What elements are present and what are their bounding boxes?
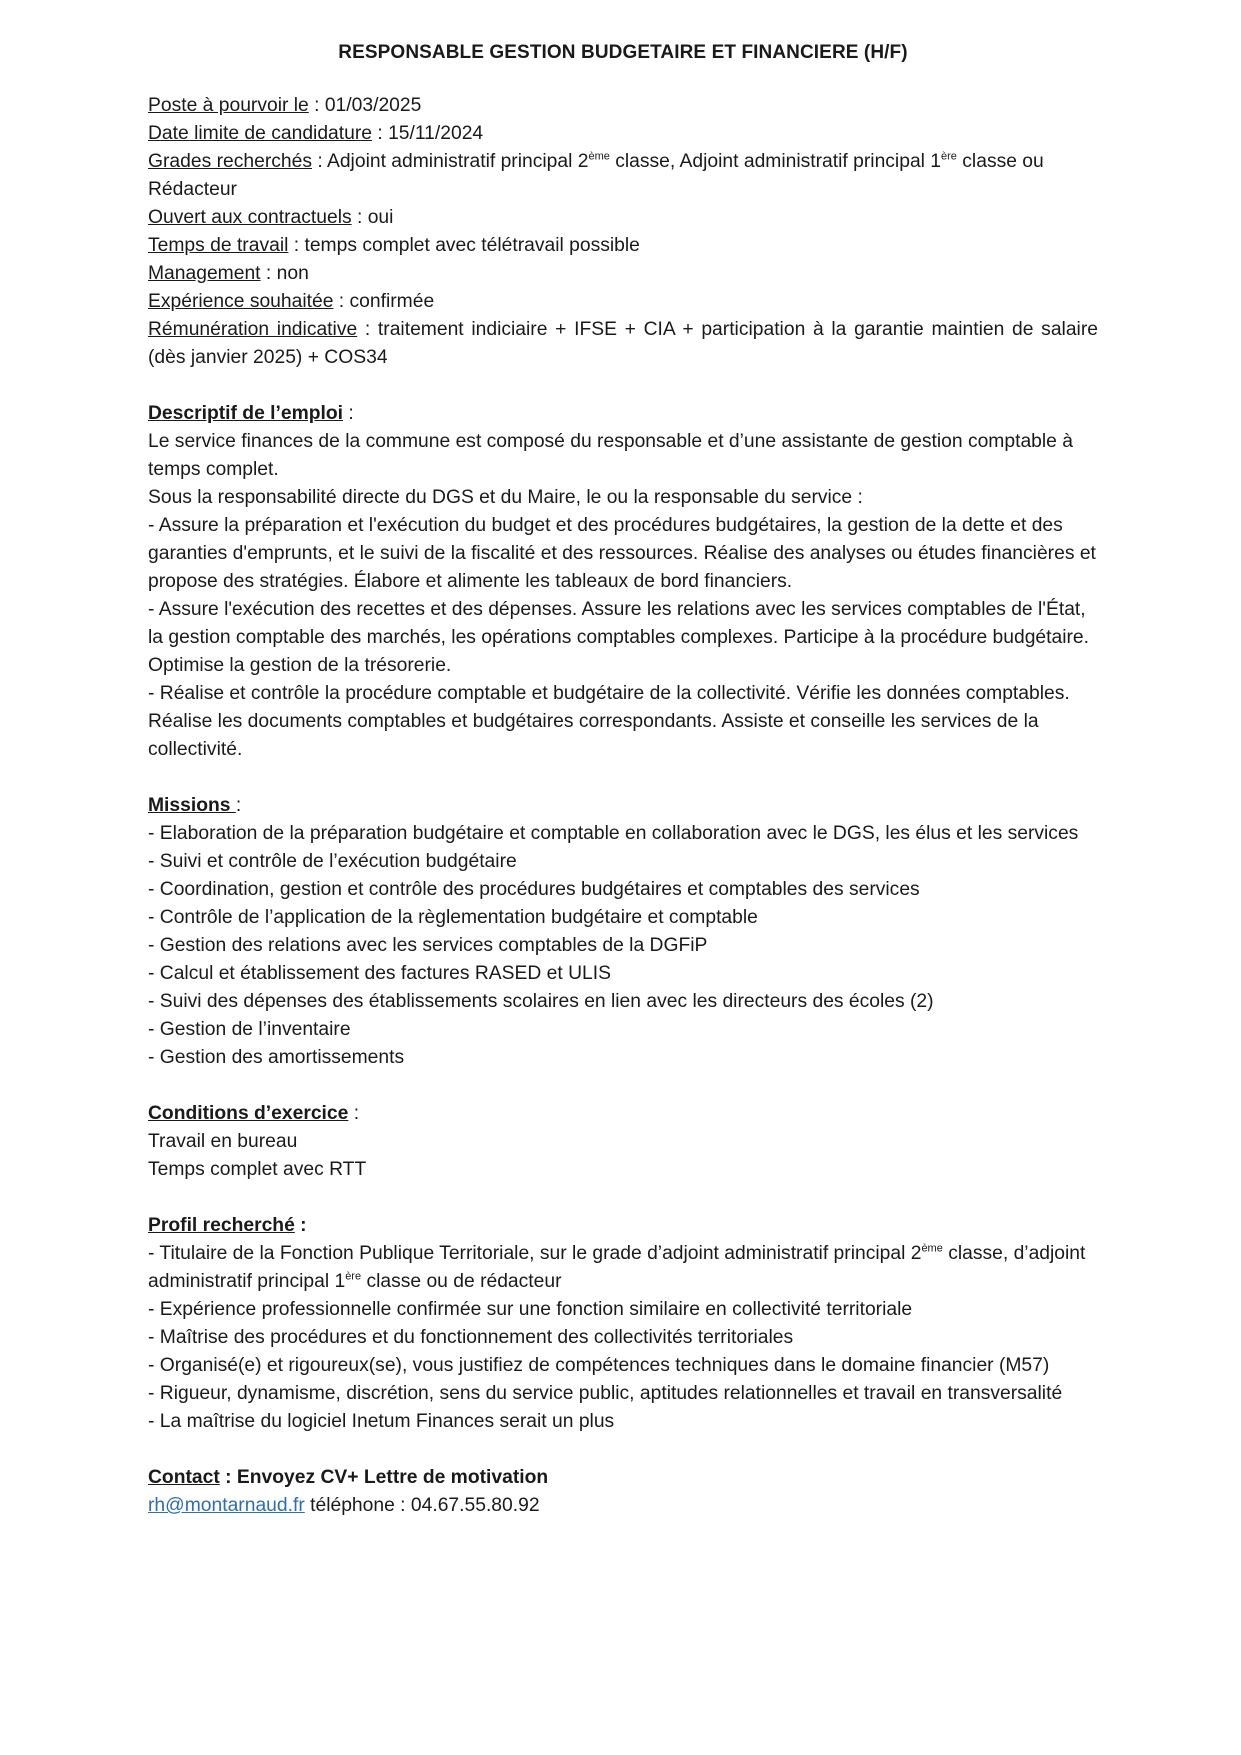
contact-line: [148, 1492, 1098, 1520]
descriptif-heading: [148, 400, 1098, 428]
descriptif-line: - Réalise et contrôle la procédure comptable et budgétaire de la collectivité. Vérifie les données comptables. Réalise les documents comptables et budgétaires correspondants. Assiste et conseille les services de la collectivité.: [148, 683, 1070, 760]
profil-item: - Maîtrise des procédures et du fonctionnement des collectivités territoriales: [148, 1327, 794, 1348]
info-experience: [148, 288, 1098, 316]
descriptif-line: Le service finances de la commune est composé du responsable et d’une assistante de gestion comptable à temps complet.: [148, 431, 1073, 480]
profil-heading-label: Profil recherché: [148, 1215, 295, 1236]
contact-heading: [148, 1464, 1098, 1492]
info-temps-label: Temps de travail: [148, 235, 289, 256]
info-temps-value: : temps complet avec télétravail possible: [288, 235, 640, 256]
info-grades-sup-a: ème: [588, 150, 610, 163]
section-descriptif: [148, 400, 1098, 764]
mission-item: - Elaboration de la préparation budgétaire et comptable en collaboration avec le DGS, les élus et les services: [148, 823, 1079, 844]
descriptif-line: - Assure l'exécution des recettes et des dépenses. Assure les relations avec les services comptables de l'État, la gestion comptable des marchés, les opérations comptables complexes. Participe à la procédure budgétaire. Optimise la gestion de la trésorerie.: [148, 599, 1090, 676]
mission-item: - Contrôle de l’application de la règlementation budgétaire et comptable: [148, 907, 758, 928]
info-grades-sup-b: ère: [941, 150, 957, 163]
profil-item: - Rigueur, dynamisme, discrétion, sens du service public, aptitudes relationnelles et travail en transversalité: [148, 1383, 1063, 1404]
info-grades-value-c: classe ou Rédacteur: [148, 151, 1044, 200]
conditions-heading-suffix: :: [348, 1103, 360, 1124]
info-grades-value-a: : Adjoint administratif principal 2: [311, 151, 589, 172]
profil-heading: [148, 1212, 1098, 1240]
page-title: RESPONSABLE GESTION BUDGETAIRE ET FINANCIERE (H/F): [338, 42, 908, 63]
conditions-heading-label: Conditions d’exercice: [148, 1103, 349, 1124]
contact-heading-label: Contact: [148, 1467, 220, 1488]
profil-item: - La maîtrise du logiciel Inetum Finances serait un plus: [148, 1411, 615, 1432]
info-date-label: Date limite de candidature: [148, 123, 373, 144]
profil-item1-a: - Titulaire de la Fonction Publique Territoriale, sur le grade d’adjoint administratif principal 2: [148, 1243, 922, 1264]
info-temps: [148, 232, 1098, 260]
info-remuneration: [148, 316, 1098, 372]
profil-heading-suffix: :: [294, 1215, 307, 1236]
profil-item: - Organisé(e) et rigoureux(se), vous justifiez de compétences techniques dans le domaine financier (M57): [148, 1355, 1050, 1376]
contact-phone: téléphone : 04.67.55.80.92: [304, 1495, 540, 1516]
section-profil: [148, 1212, 1098, 1436]
section-conditions: [148, 1100, 1098, 1184]
info-grades: [148, 148, 1098, 204]
conditions-heading: [148, 1100, 1098, 1128]
info-management-label: Management: [148, 263, 261, 284]
mission-item: - Suivi et contrôle de l’exécution budgétaire: [148, 851, 517, 872]
profil-item1-c: classe ou de rédacteur: [361, 1271, 562, 1292]
info-date-value: : 15/11/2024: [372, 123, 484, 144]
mission-item: - Gestion des relations avec les services comptables de la DGFiP: [148, 935, 708, 956]
contact-email-link[interactable]: rh@montarnaud.fr: [148, 1495, 305, 1516]
section-contact: [148, 1464, 1098, 1520]
descriptif-heading-label: Descriptif de l’emploi: [148, 403, 343, 424]
descriptif-heading-suffix: :: [343, 403, 354, 424]
info-contractuels-value: : oui: [351, 207, 394, 228]
mission-item: - Suivi des dépenses des établissements scolaires en lien avec les directeurs des écoles (2): [148, 991, 934, 1012]
info-grades-label: Grades recherchés: [148, 151, 312, 172]
mission-item: - Coordination, gestion et contrôle des procédures budgétaires et comptables des services: [148, 879, 920, 900]
info-grades-value-b: classe, Adjoint administratif principal 1: [609, 151, 942, 172]
info-poste-value: : 01/03/2025: [308, 95, 422, 116]
job-info: [148, 92, 1098, 372]
info-management: [148, 260, 1098, 288]
profil-item1-sup-a: ème: [921, 1242, 943, 1255]
missions-heading-suffix: :: [235, 795, 242, 816]
profil-item: - Expérience professionnelle confirmée sur une fonction similaire en collectivité territoriale: [148, 1299, 913, 1320]
info-experience-label: Expérience souhaitée: [148, 291, 334, 312]
info-poste-label: Poste à pourvoir le: [148, 95, 309, 116]
descriptif-line: Sous la responsabilité directe du DGS et du Maire, le ou la responsable du service :: [148, 487, 863, 508]
info-contractuels-label: Ouvert aux contractuels: [148, 207, 352, 228]
condition-item: Travail en bureau: [148, 1131, 298, 1152]
missions-heading-label: Missions: [148, 795, 236, 816]
profil-item1-sup-b: ère: [345, 1270, 362, 1283]
info-management-value: : non: [260, 263, 309, 284]
condition-item: Temps complet avec RTT: [148, 1159, 367, 1180]
info-poste: [148, 92, 1098, 120]
mission-item: - Gestion des amortissements: [148, 1047, 405, 1068]
info-date: [148, 120, 1098, 148]
info-remuneration-value: : traitement indiciaire + IFSE + CIA + participation à la garantie maintien de salaire (dès janvier 2025) + COS34: [148, 319, 1098, 368]
info-remuneration-label: Rémunération indicative: [148, 319, 358, 340]
mission-item: - Calcul et établissement des factures RASED et ULIS: [148, 963, 611, 984]
info-experience-value: : confirmée: [333, 291, 435, 312]
mission-item: - Gestion de l’inventaire: [148, 1019, 351, 1040]
contact-heading-suffix: : Envoyez CV+ Lettre de motivation: [219, 1467, 549, 1488]
missions-heading: [148, 792, 1098, 820]
profil-item1-b: classe, d’adjoint administratif principal 1: [148, 1243, 1086, 1292]
section-missions: [148, 792, 1098, 1072]
descriptif-line: - Assure la préparation et l'exécution du budget et des procédures budgétaires, la gestion de la dette et des garanties d'emprunts, et le suivi de la fiscalité et des ressources. Réalise des analyses ou études financières et propose des stratégies. Élabore et alimente les tableaux de bord financiers.: [148, 515, 1096, 592]
profil-item: [148, 1240, 1098, 1296]
info-contractuels: [148, 204, 1098, 232]
